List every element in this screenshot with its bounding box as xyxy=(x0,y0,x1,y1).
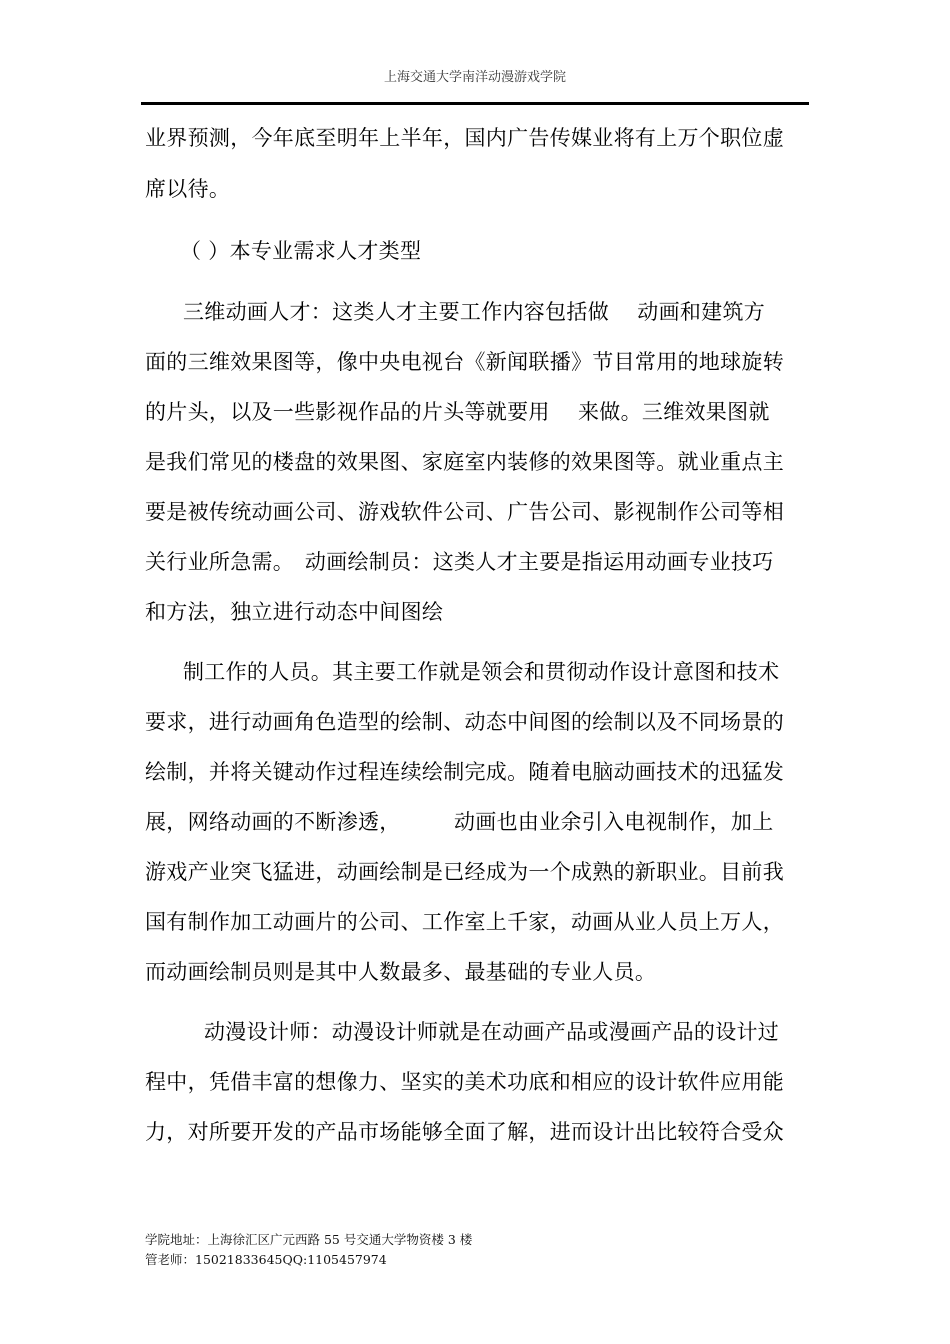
text-line: 关行业所急需。 动画绘制员：这类人才主要是指运用动画专业技巧 xyxy=(145,550,774,574)
text-line: 游戏产业突飞猛进，动画绘制是已经成为一个成熟的新职业。目前我 xyxy=(145,860,784,884)
text-line: 要是被传统动画公司、游戏软件公司、广告公司、影视制作公司等相 xyxy=(145,500,784,524)
text-line: 面的三维效果图等，像中央电视台《新闻联播》节目常用的地球旋转 xyxy=(145,350,784,374)
text-line: 动漫设计师：动漫设计师就是在动画产品或漫画产品的设计过 xyxy=(204,1020,780,1044)
header-rule xyxy=(141,102,809,105)
footer-address: 学院地址：上海徐汇区广元西路 55 号交通大学物资楼 3 楼 xyxy=(145,1232,473,1247)
text-line: 是我们常见的楼盘的效果图、家庭室内装修的效果图等。就业重点主 xyxy=(145,450,784,474)
text-line: 席以待。 xyxy=(145,177,231,201)
text-line: 力，对所要开发的产品市场能够全面了解，进而设计出比较符合受众 xyxy=(145,1120,784,1144)
text-line: 而动画绘制员则是其中人数最多、最基础的专业人员。 xyxy=(145,960,657,984)
text-line: 国有制作加工动画片的公司、工作室上千家，动画从业人员上万人， xyxy=(145,910,784,934)
text-line: 三维动画人才：这类人才主要工作内容包括做 动画和建筑方 xyxy=(183,300,766,324)
footer-contact: 管老师：15021833645QQ:1105457974 xyxy=(145,1252,387,1267)
text-line: 绘制，并将关键动作过程连续绘制完成。随着电脑动画技术的迅猛发 xyxy=(145,760,784,784)
text-line: 制工作的人员。其主要工作就是领会和贯彻动作设计意图和技术 xyxy=(183,660,780,684)
text-line: 和方法，独立进行动态中间图绘 xyxy=(145,600,444,624)
text-line: 的片头，以及一些影视作品的片头等就要用 来做。三维效果图就 xyxy=(145,400,770,424)
text-line: 要求，进行动画角色造型的绘制、动态中间图的绘制以及不同场景的 xyxy=(145,710,784,734)
section-heading: （ ）本专业需求人才类型 xyxy=(180,239,422,263)
page-header: 上海交通大学南洋动漫游戏学院 xyxy=(383,70,566,85)
text-line: 程中，凭借丰富的想像力、坚实的美术功底和相应的设计软件应用能 xyxy=(145,1070,784,1094)
text-line: 业界预测，今年底至明年上半年，国内广告传媒业将有上万个职位虚 xyxy=(145,126,784,150)
text-line: 展，网络动画的不断渗透， 动画也由业余引入电视制作，加上 xyxy=(145,810,774,834)
